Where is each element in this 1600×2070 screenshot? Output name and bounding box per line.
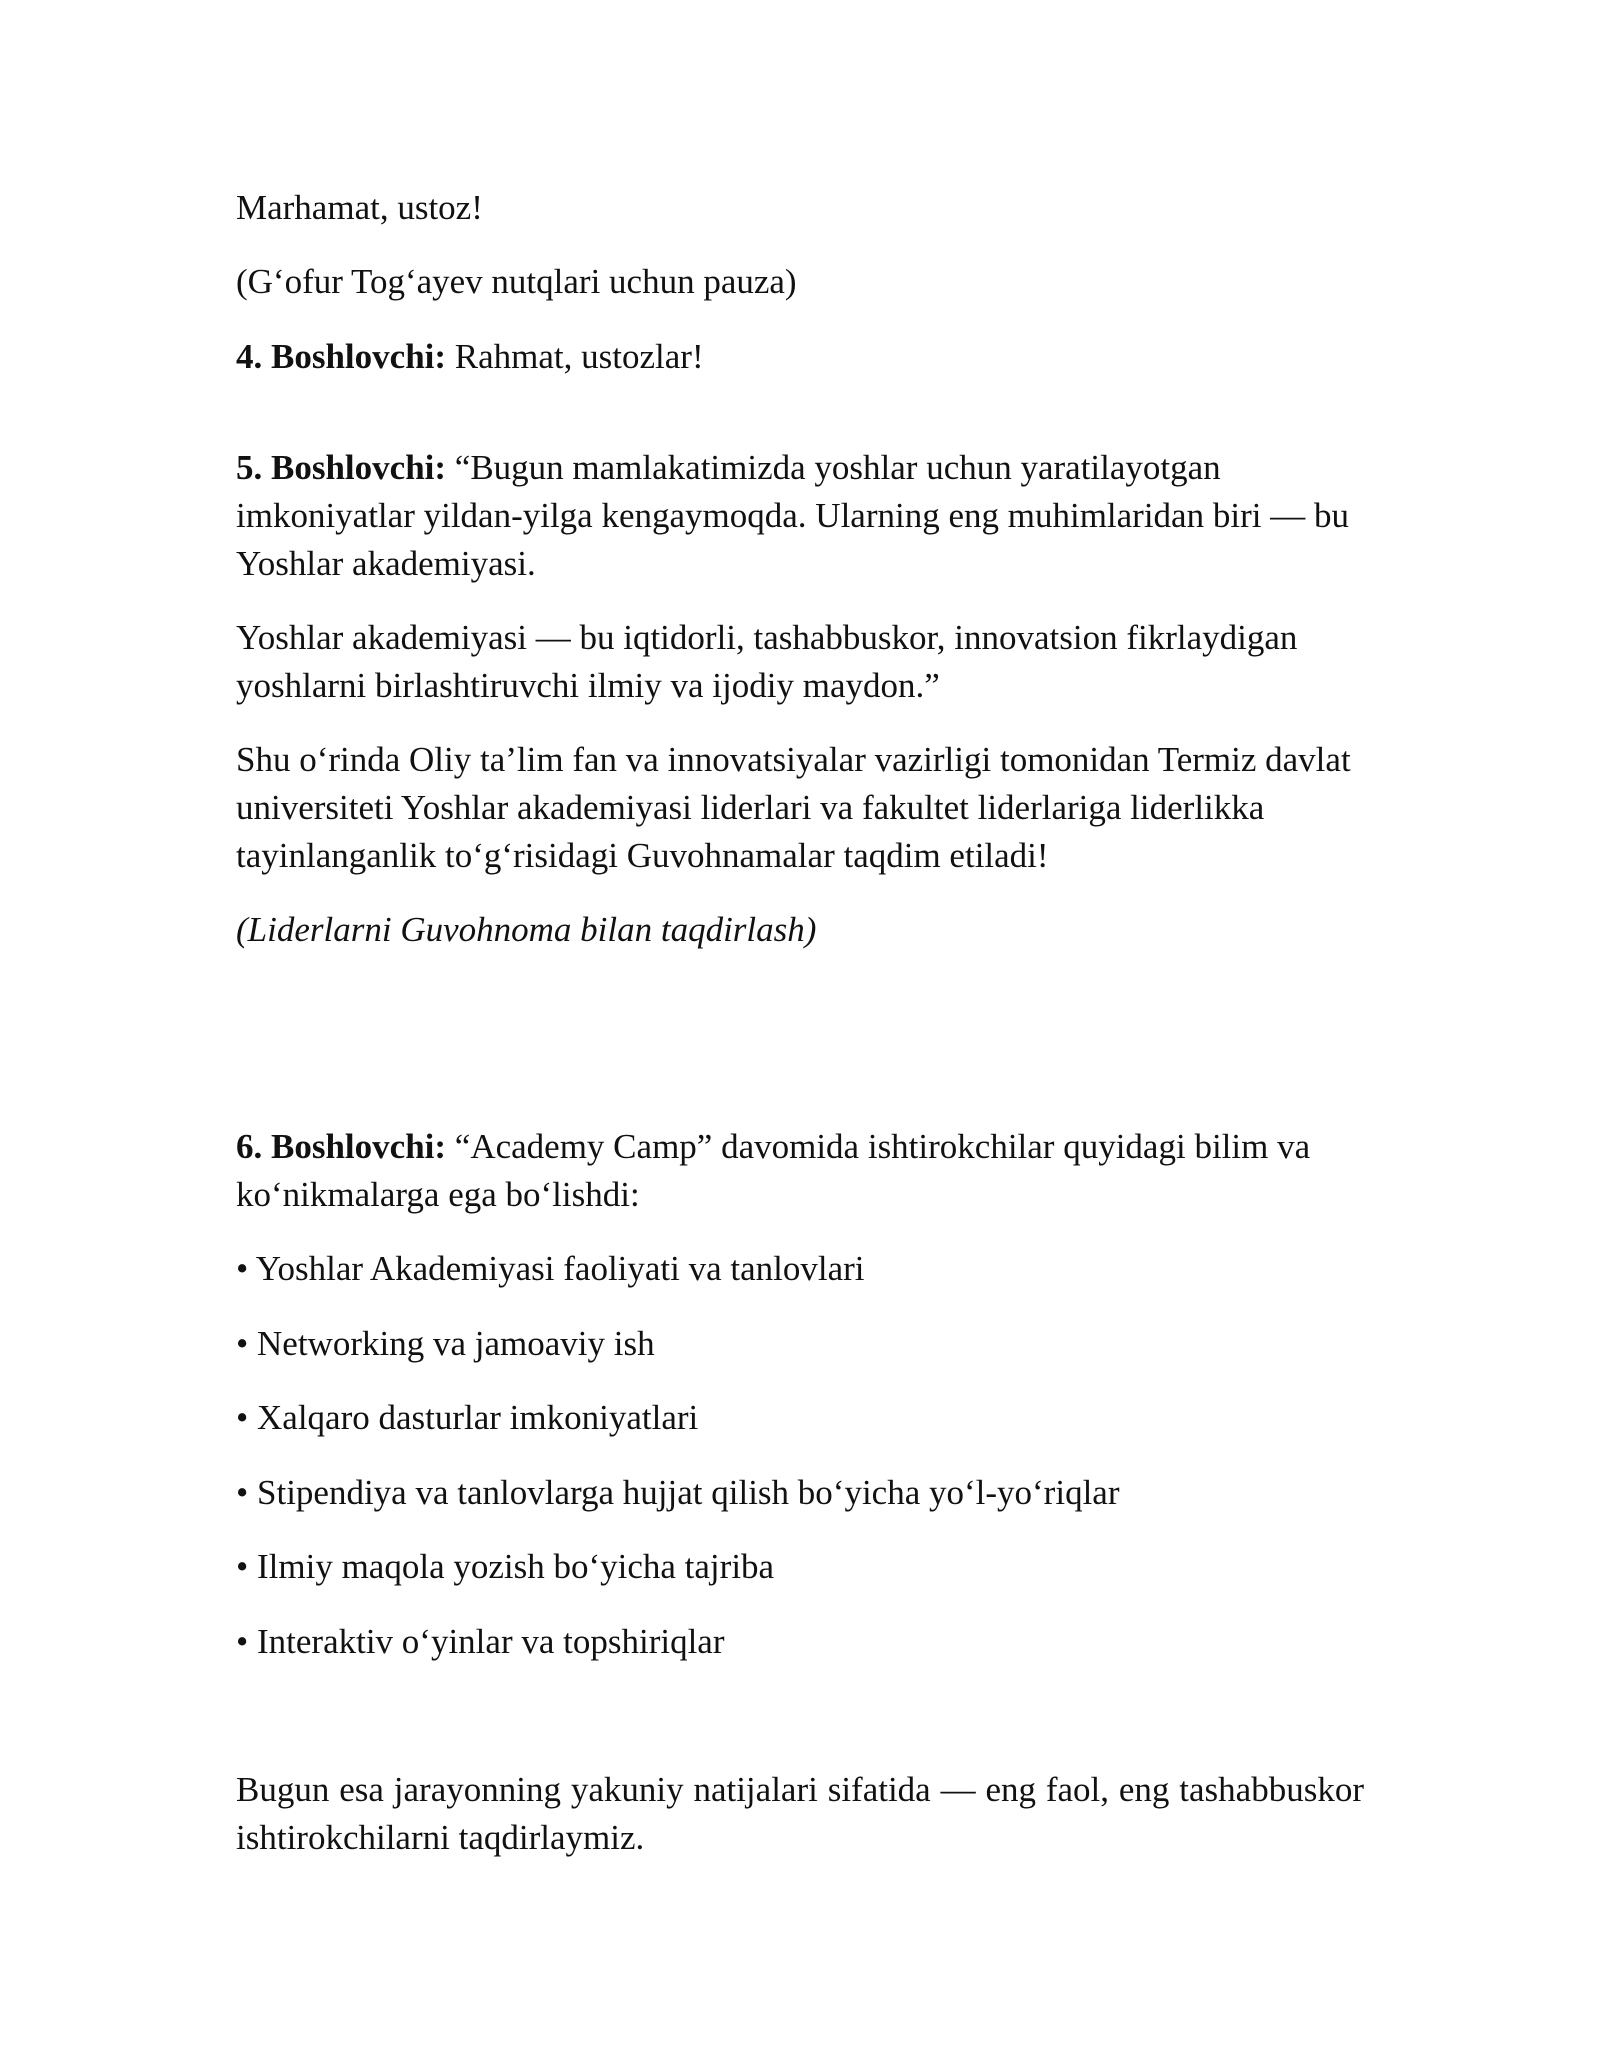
host-4-label: 4. Boshlovchi:	[236, 337, 447, 376]
pause-text: (G‘ofur Tog‘ayev nutqlari uchun pauza)	[236, 262, 797, 301]
host-6-label: 6. Boshlovchi:	[236, 1127, 447, 1166]
skill-item: • Ilmiy maqola yozish bo‘yicha tajriba	[236, 1547, 775, 1586]
greeting-text: Marhamat, ustoz!	[236, 188, 483, 227]
skill-item: • Yoshlar Akademiyasi faoliyati va tanlovlari	[236, 1249, 865, 1288]
host-5-text: “Bugun mamlakatimizda yoshlar uchun yaratilayotgan imkoniyatlar yildan-yilga kengaymoqda. Ularning eng muhimlaridan biri — bu Yoshlar akademiyasi.	[236, 448, 1349, 583]
award-note-text: (Liderlarni Guvohnoma bilan taqdirlash)	[236, 910, 817, 949]
skill-item: • Xalqaro dasturlar imkoniyatlari	[236, 1398, 699, 1437]
greeting-line	[236, 184, 1364, 232]
academy-description	[236, 614, 1364, 710]
skill-item: • Networking va jamoaviy ish	[236, 1324, 655, 1363]
academy-description-text: Yoshlar akademiyasi — bu iqtidorli, tashabbuskor, innovatsion fikrlaydigan yoshlarni birlashtiruvchi ilmiy va ijodiy maydon.”	[236, 618, 1298, 705]
skill-item: • Stipendiya va tanlovlarga hujjat qilish bo‘yicha yo‘l-yo‘riqlar	[236, 1473, 1120, 1512]
skill-item: • Interaktiv o‘yinlar va topshiriqlar	[236, 1622, 725, 1661]
host-5-label: 5. Boshlovchi:	[236, 448, 447, 487]
award-note	[236, 906, 1364, 954]
host-6-paragraph	[236, 1123, 1364, 1219]
host-4-text: Rahmat, ustozlar!	[446, 337, 704, 376]
ministry-text: Shu o‘rinda Oliy ta’lim fan va innovatsiyalar vazirligi tomonidan Termiz davlat universiteti Yoshlar akademiyasi liderlari va fakultet liderlariga liderlikka tayinlanganlik to‘g‘risidagi Guvohnamalar taqdim etiladi!	[236, 740, 1351, 875]
closing-text: Bugun esa jarayonning yakuniy natijalari sifatida — eng faol, eng tashabbuskor ishtirokchilarni taqdirlaymiz.	[236, 1770, 1364, 1857]
host-6-text: “Academy Camp” davomida ishtirokchilar quyidagi bilim va ko‘nikmalarga ega bo‘lishdi:	[236, 1127, 1311, 1214]
host-4-line	[236, 333, 1364, 381]
ministry-paragraph	[236, 736, 1364, 880]
host-5-paragraph	[236, 444, 1364, 588]
pause-line	[236, 258, 1364, 306]
closing-paragraph	[236, 1766, 1364, 1862]
